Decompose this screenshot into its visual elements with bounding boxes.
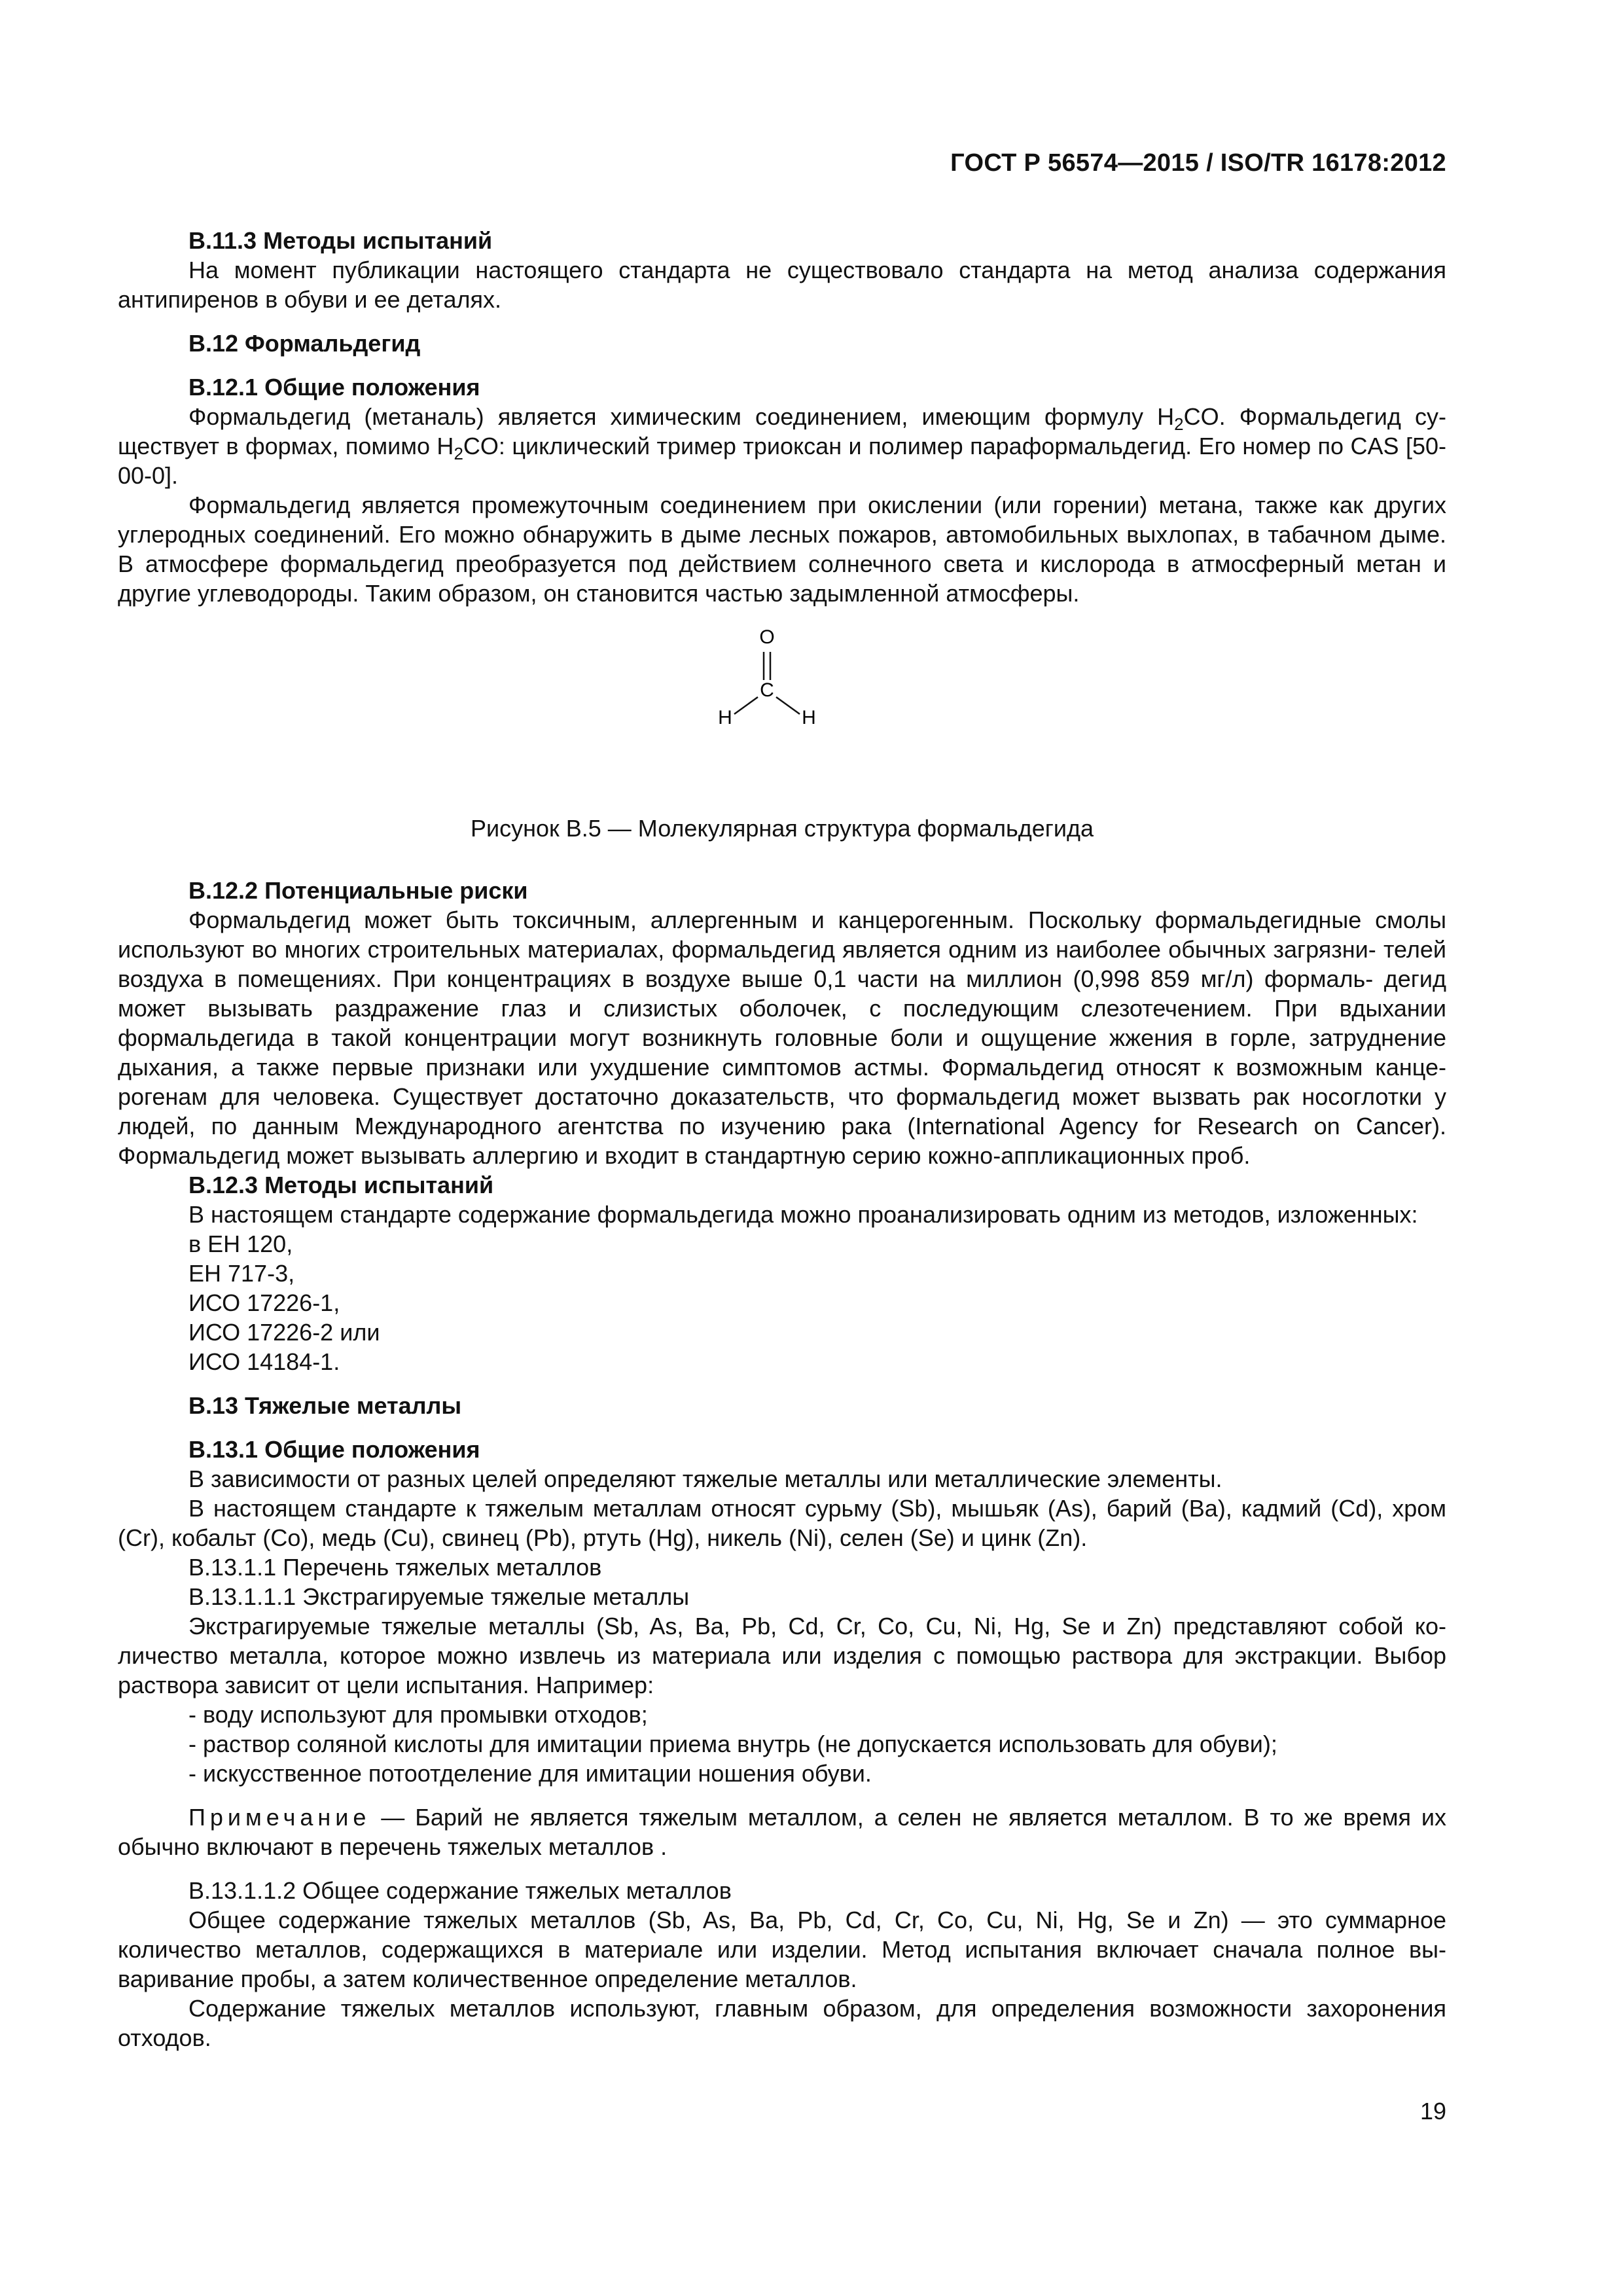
figure-caption: Рисунок В.5 — Молекулярная структура формальдегида <box>470 815 1094 842</box>
section-heading-b12: В.12 Формальдегид <box>188 330 421 357</box>
section-heading-b12-3: В.12.3 Методы испытаний <box>188 1172 494 1198</box>
atom-oxygen: O <box>759 626 775 648</box>
list-item: ИСО 17226-2 или <box>188 1319 380 1346</box>
paragraph: В настоящем стандарте к тяжелым металлам относят сурьму (Sb), мышьяк (As), барий (Ba), кадмий (Cd), хром (Cr), кобальт (Co), медь (Cu), свинец (Pb), ртуть (Hg), никель (Ni), селен (Se) и цинк (Zn). <box>118 1495 1446 1551</box>
subsection-title: В.13.1.1 Перечень тяжелых металлов <box>188 1554 602 1581</box>
note-paragraph <box>118 1803 1446 1861</box>
note-text: — Барий не является тяжелым металлом, а селен не является металлом. В то же время их обычно включают в перечень тяжелых металлов . <box>118 1804 1446 1860</box>
paragraph: В зависимости от разных целей определяют тяжелые металлы или металлические элементы. <box>188 1465 1222 1492</box>
section-heading-b12-1: В.12.1 Общие положения <box>188 374 480 401</box>
subscript: 2 <box>454 444 463 463</box>
text-run: CO. Формальдегид су- ществует в формах, помимо H <box>118 403 1447 459</box>
section-heading-b13-1: В.13.1 Общие положения <box>188 1436 480 1463</box>
note-label: Примечание <box>188 1804 371 1831</box>
section-heading-b11-3: В.11.3 Методы испытаний <box>188 227 493 254</box>
subsection-title: В.13.1.1.1 Экстрагируемые тяжелые металлы <box>188 1583 690 1610</box>
subscript: 2 <box>1174 414 1184 434</box>
text-run: Формальдегид (метаналь) является химическим соединением, имеющим формулу H <box>188 403 1175 430</box>
document-header-id: ГОСТ Р 56574—2015 / ISO/TR 16178:2012 <box>950 149 1446 177</box>
list-item: ИСО 14184-1. <box>188 1348 340 1375</box>
paragraph-formula <box>118 402 1446 490</box>
single-bond-line <box>734 697 758 714</box>
section-heading-b13: В.13 Тяжелые металлы <box>188 1392 462 1419</box>
section-heading-b12-2: В.12.2 Потенциальные риски <box>188 877 528 904</box>
single-bond-line <box>776 697 800 714</box>
list-item: в ЕН 120, <box>188 1230 293 1257</box>
paragraph: Формальдегид является промежуточным соединением при окислении (или горении) метана, также как других углеродных соединений. Его можно обнаружить в дыме лесных пожаров, автомобильных выхлопах, в табачном дыме. В атмосфере формальдегид преобразуется под действием солнечного света и кислорода в атмосферный метан и другие углеводороды. Таким образом, он становится частью задымленной атмосферы. <box>118 492 1446 607</box>
formaldehyde-structure-diagram <box>707 622 903 753</box>
document-body <box>118 226 1446 2053</box>
paragraph: Общее содержание тяжелых металлов (Sb, As, Ba, Pb, Cd, Cr, Co, Cu, Ni, Hg, Se и Zn) — это суммарное количество металлов, содержащихся в материале или изделии. Метод испытания включает сначала полное вы- варивание пробы, а затем количественное определение металлов. <box>118 1907 1446 1992</box>
page-number: 19 <box>1419 2098 1446 2125</box>
dash-list-item: - воду используют для промывки отходов; <box>188 1701 648 1728</box>
paragraph: Содержание тяжелых металлов используют, главным образом, для определения возможности захоронения отходов. <box>118 1995 1446 2051</box>
dash-list-item: - искусственное потоотделение для имитации ношения обуви. <box>188 1760 872 1787</box>
atom-hydrogen: H <box>718 707 732 728</box>
atom-hydrogen: H <box>802 707 816 728</box>
paragraph: На момент публикации настоящего стандарта не существовало стандарта на метод анализа содержания антипиренов в обуви и ее деталях. <box>118 257 1446 313</box>
atom-carbon: C <box>760 679 774 701</box>
list-item: ИСО 17226-1, <box>188 1289 340 1316</box>
paragraph: Экстрагируемые тяжелые металлы (Sb, As, Ba, Pb, Cd, Cr, Co, Cu, Ni, Hg, Se и Zn) представляют собой ко- личество металла, которое можно извлечь из материала или изделия с помощью раствора для экстракции. Выбор раствора зависит от цели испытания. Например: <box>118 1613 1446 1698</box>
paragraph: В настоящем стандарте содержание формальдегида можно проанализировать одним из методов, изложенных: <box>188 1201 1418 1228</box>
list-item: ЕН 717-3, <box>188 1260 295 1287</box>
text-run: CO: циклический тример триоксан и полимер параформальдегид. Его номер по CAS [50-00-0]. <box>118 433 1446 489</box>
subsection-title: В.13.1.1.2 Общее содержание тяжелых металлов <box>188 1877 732 1904</box>
molecule-figure <box>118 622 1446 812</box>
dash-list-item: - раствор соляной кислоты для имитации приема внутрь (не допускается использовать для обуви); <box>188 1731 1277 1757</box>
paragraph: Формальдегид может быть токсичным, аллергенным и канцерогенным. Поскольку формальдегидные смолы используют во многих строительных материалах, формальдегид является одним из наиболее обычных загрязни- телей воздуха в помещениях. При концентрациях в воздухе выше 0,1 части на миллион (0,998 859 мг/л) формаль- дегид может вызывать раздражение глаз и слизистых оболочек, с последующим слезотечением. При вдыхании формальдегида в такой концентрации могут возникнуть головные боли и ощущение жжения в горле, затруднение дыхания, а также первые признаки или ухудшение симптомов астмы. Формальдегид относят к возможным канце- рогенам для человека. Существует достаточно доказательств, что формальдегид может вызвать рак носоглотки у людей, по данным Международного агентства по изучению рака (International Agency for Research on Cancer). Формальдегид может вызывать аллергию и входит в стандартную серию кожно-аппликационных проб. <box>118 906 1446 1169</box>
